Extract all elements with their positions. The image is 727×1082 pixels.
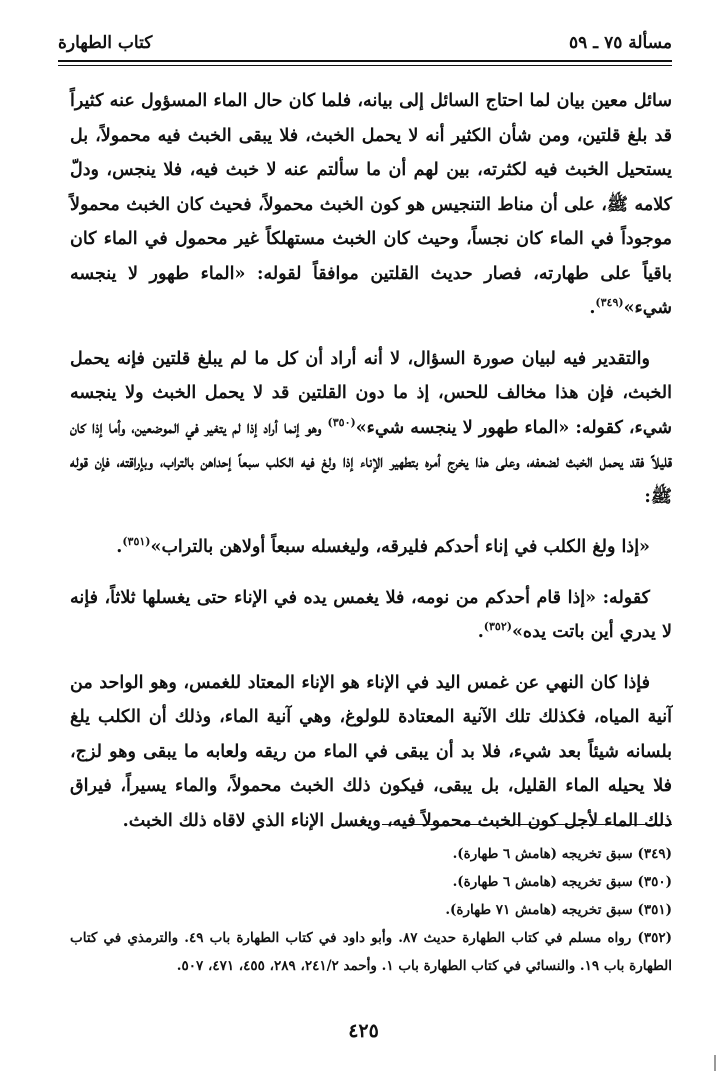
issue-label: مسألة ٧٥ ـ ٥٩ — [568, 33, 672, 53]
section-title: كتاب الطهارة — [58, 33, 153, 53]
paragraph-2: والتقدير فيه لبيان صورة السؤال، لا أنه أراد أن كل ما لم يبلغ قلتين فإنه يحمل الخبث، فإن هذا مخالف للحس، إذ ما دون القلتين قد لا يحمل الخبث ولا ينجسه شيء، كقوله: «الماء طهور لا ينجسه شيء»$^{(٣٥٠)}$ وهو إنما أراد إذا لم يتغير في الموضعين، وأما إذا كان قليلاً فقد يحمل الخبث لضعفه، وعلى هذا يخرج أمره بتطهير الإناء إذا ولغ فيه الكلب سبعاً إحداهن بالتراب، وبإراقته، فإن قوله ﷺ: — [70, 348, 673, 507]
paragraph-3: فإذا كان النهي عن غمس اليد في الإناء هو الإناء المعتاد للغمس، وهو الواحد من آنية المياه، فكذلك تلك الآنية المعتادة للولوغ، وهي آنية الماء، وذلك أن الكلب يلغ بلسانه شيئاً بعد شيء، فلا بد أن يبقى في الماء من ريقه ولعابه ما يبقى وهو لزج، فلا يحيله الماء القليل، بل يبقى، فيكون ذلك الخبث محمولاً، والماء يسيراً، فيراق ذلك الماء لأجل كون الخبث محمولاً فيه، ويغسل الإناء الذي لاقاه ذلك الخبث. — [70, 672, 672, 831]
scan-edge-mark — [714, 1055, 716, 1071]
hadith-quote-2: كقوله: «إذا قام أحدكم من نومه، فلا يغمس يده في الإناء حتى يغسلها ثلاثاً، فإنه لا يدري أين باتت يده»$^{(٣٥٢)}$. — [70, 587, 672, 642]
footnote-349: (٣٤٩) سبق تخريجه (هامش ٦ طهارة). — [452, 846, 672, 862]
footnote-ref-349: (٣٤٩) — [595, 296, 624, 310]
page-number: ٤٢٥ — [348, 1020, 379, 1042]
footnote-352: (٣٥٢) رواه مسلم في كتاب الطهارة حديث ٨٧. وأبو داود في كتاب الطهارة باب ٤٩. والترمذي في كتاب الطهارة باب ١٩. والنسائي في كتاب الطهارة باب ١. وأحمد ٢٤١/٢، ٢٨٩، ٤٥٥، ٤٧١، ٥٠٧. — [70, 930, 673, 974]
footnotes — [70, 840, 672, 980]
footnote-350: (٣٥٠) سبق تخريجه (هامش ٦ طهارة). — [452, 874, 672, 890]
footnote-ref-352: (٣٥٢) — [483, 620, 512, 634]
hadith-quote-1: «إذا ولغ الكلب في إناء أحدكم فليرقه، وليغسله سبعاً أولاهن بالتراب»$^{(٣٥١)}$. — [116, 535, 650, 557]
running-header — [58, 28, 672, 58]
footnote-ref-351: (٣٥١) — [122, 535, 151, 549]
header-rule-thin — [58, 65, 672, 66]
paragraph-1: سائل معين بيان لما احتاج السائل إلى بيانه، فلما كان حال الماء المسؤول عنه كثيراً قد بلغ قلتين، ومن شأن الكثير أنه لا يحمل الخبث، فلا يبقى الخبث فيه محمولاً، بل يستحيل الخبث فيه لكثرته، بين لهم أن ما سألتم عنه لا خبث فيه، فلا ينجس، ودلّ كلامه ﷺ، على أن مناط التنجيس هو كون الخبث محمولاً، فحيث كان الخبث محمولاً موجوداً في الماء كان نجساً، وحيث كان الخبث مستهلكاً غير محمول في الماء كان باقياً على طهارته، فصار حديث القلتين موافقاً لقوله: «الماء طهور لا ينجسه شيء»$^{(٣٤٩)}$. — [70, 91, 672, 318]
footnote-ref-350: (٣٥٠) — [327, 415, 356, 429]
header-rule-thick — [58, 60, 672, 62]
footnote-separator — [382, 824, 672, 825]
footnote-351: (٣٥١) سبق تخريجه (هامش ٧١ طهارة). — [445, 902, 672, 918]
main-text — [70, 84, 672, 838]
